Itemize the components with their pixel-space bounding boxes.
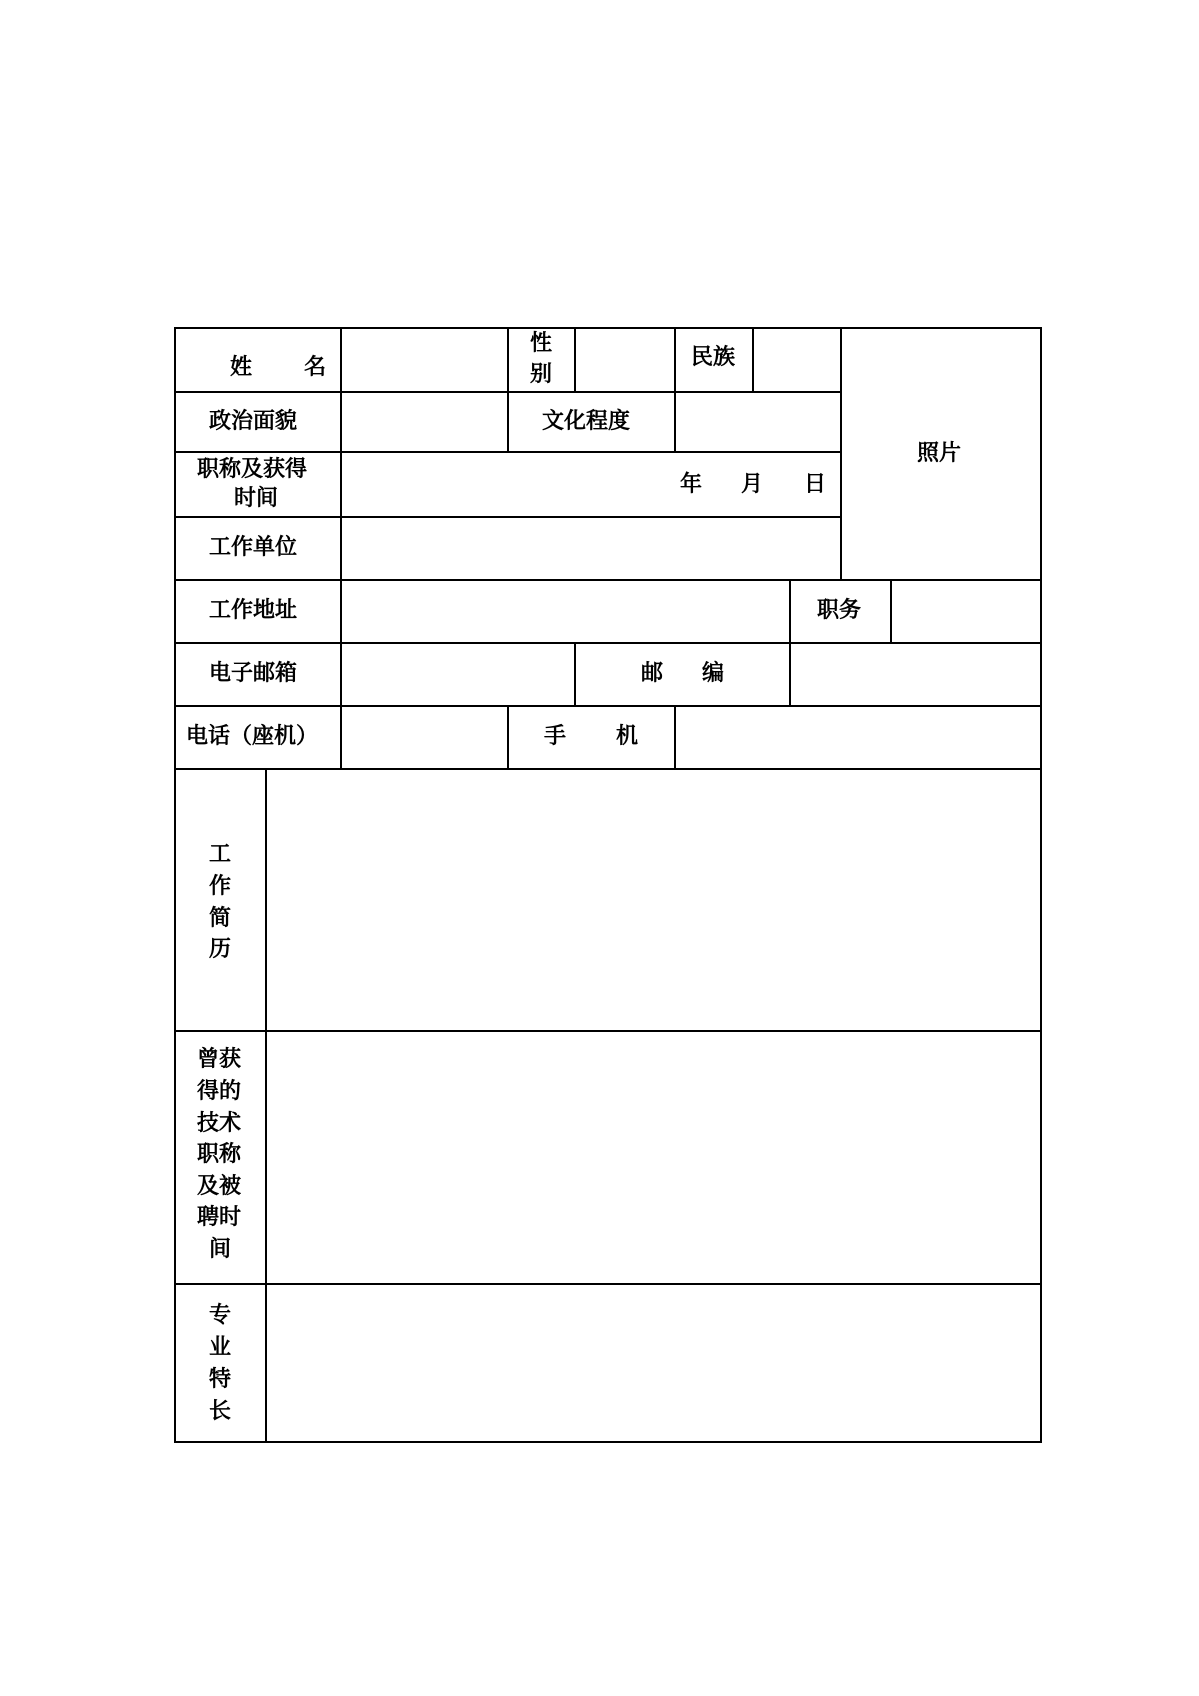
grid-line [174,1441,1041,1443]
work-resume-field[interactable] [267,770,1039,1030]
work-address-field[interactable] [342,581,788,642]
education-level-field[interactable] [676,393,839,451]
landline-phone-field[interactable] [342,707,506,768]
employer-field[interactable] [342,518,839,579]
postcode-field[interactable] [791,644,1039,705]
titles-held-label-1: 得的 [197,1079,242,1104]
gender-field[interactable] [576,329,673,391]
registration-form [174,327,1041,1443]
titles-held-label-5: 聘时 [197,1205,242,1230]
grid-line [1040,327,1042,1443]
photo-area[interactable] [842,329,1039,579]
date-month-label: 月 [741,472,764,497]
work-resume-label-3: 历 [209,937,232,962]
grid-line [507,327,509,451]
landline-phone-label: 电话（座机） [186,724,319,749]
email-label: 电子邮箱 [209,661,298,686]
specialty-label-3: 长 [209,1399,232,1424]
gender-label-2: 别 [530,362,553,387]
name-label-2: 名 [304,355,327,380]
name-field[interactable] [342,329,506,391]
political-status-label: 政治面貌 [209,409,298,434]
specialty-label-2: 特 [209,1367,232,1392]
position-label: 职务 [817,598,862,623]
mobile-label-2: 机 [616,724,639,749]
name-label-1: 姓 [230,355,253,380]
mobile-field[interactable] [676,707,1039,768]
work-address-label: 工作地址 [209,598,298,623]
ethnicity-label: 民族 [691,345,736,370]
ethnicity-field[interactable] [754,329,839,391]
titles-held-label-6: 间 [209,1237,232,1262]
education-level-label: 文化程度 [542,409,631,434]
professional-title-label-1: 职称及获得 [197,457,308,482]
date-day-label: 日 [804,472,827,497]
date-year-label: 年 [680,472,703,497]
work-resume-label-1: 作 [209,874,232,899]
specialty-field[interactable] [267,1285,1039,1441]
postcode-label-2: 编 [702,661,725,686]
titles-held-label-2: 技术 [197,1111,242,1136]
gender-label-1: 性 [530,331,553,356]
employer-label: 工作单位 [209,535,298,560]
political-status-field[interactable] [342,393,506,451]
grid-line [574,642,576,705]
specialty-label-0: 专 [209,1303,232,1328]
titles-held-field[interactable] [267,1032,1039,1283]
professional-title-field[interactable] [342,453,672,516]
mobile-label-1: 手 [544,724,567,749]
grid-line [174,327,176,1443]
work-resume-label-0: 工 [209,842,232,867]
professional-title-label-2: 时间 [234,486,279,511]
photo-label: 照片 [917,441,962,466]
position-field[interactable] [892,581,1039,642]
work-resume-label-2: 简 [209,906,232,931]
specialty-label-1: 业 [209,1335,232,1360]
grid-line [507,705,509,768]
titles-held-label-4: 及被 [197,1174,242,1199]
titles-held-label-3: 职称 [197,1142,242,1167]
titles-held-label-0: 曾获 [197,1047,242,1072]
email-field[interactable] [342,644,573,705]
postcode-label-1: 邮 [641,661,664,686]
